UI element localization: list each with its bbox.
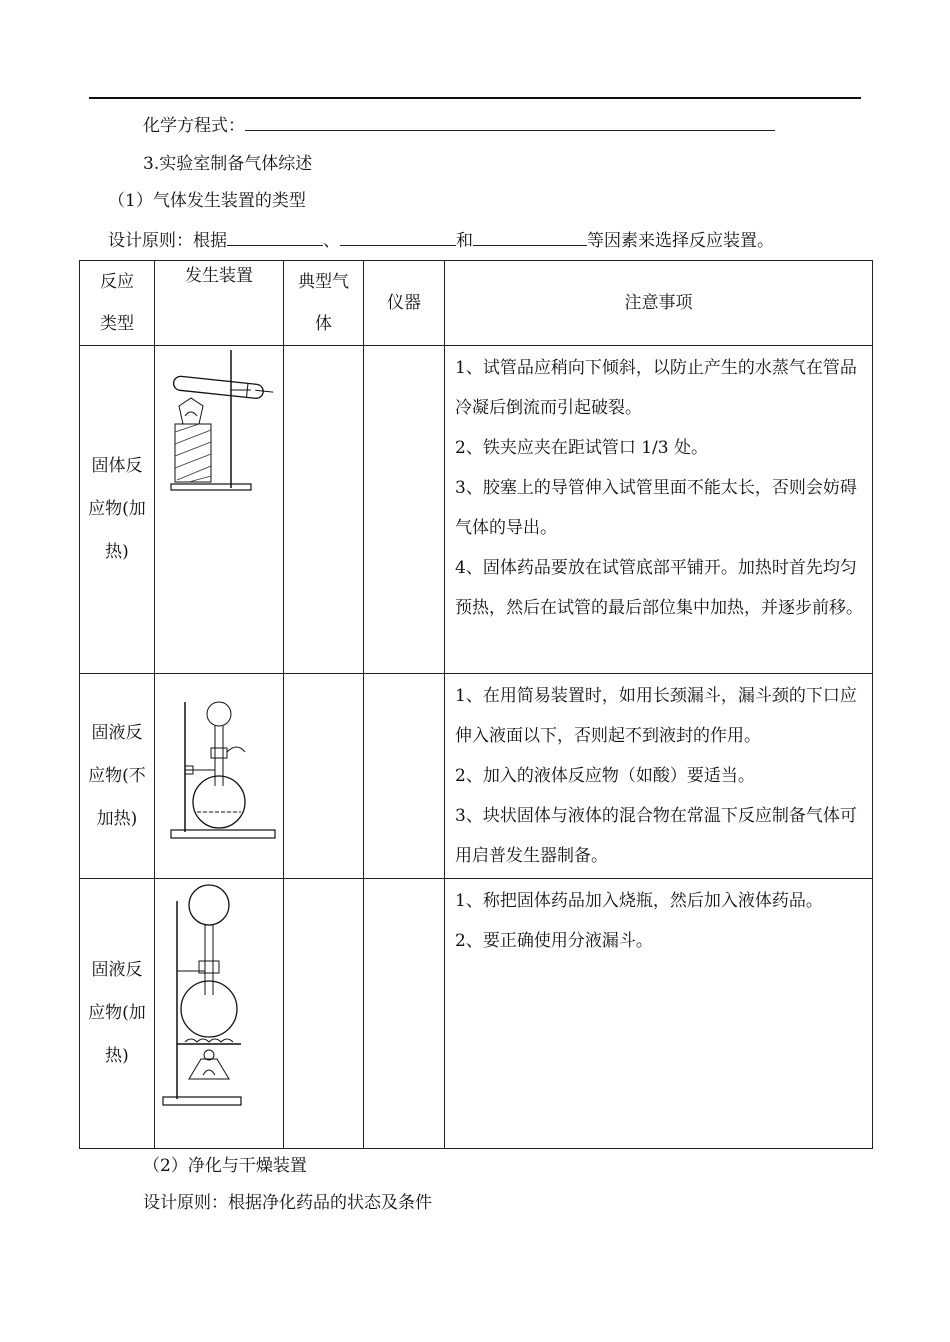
top-rule: [89, 97, 861, 99]
solid-liquid-heating-apparatus-figure: [155, 879, 284, 1119]
solid-heating-apparatus-figure: [155, 346, 284, 506]
notes-solid-liquid-heat: [445, 879, 873, 1149]
header-instruments: 仪器: [364, 261, 445, 346]
solid-liquid-apparatus-figure: [155, 674, 284, 854]
header-typical-gas: 典型气体: [284, 261, 364, 346]
subsection-1-title: （1）气体发生装置的类型: [108, 191, 306, 211]
principle-blank-2[interactable]: [340, 229, 456, 246]
reaction-type-solid-heat: 固体反应物(加热): [80, 346, 155, 674]
principle-blank-1[interactable]: [227, 229, 323, 246]
typical-gas-solid-heat[interactable]: [284, 346, 364, 674]
note-item: 2、加入的液体反应物（如酸）要适当。: [455, 766, 755, 786]
note-item: 1、在用简易装置时，如用长颈漏斗，漏斗颈的下口应伸入液面以下，否则起不到液封的作用。: [455, 686, 857, 746]
apparatus-solid-heat: [155, 346, 284, 674]
section-3-title: 3.实验室制备气体综述: [143, 154, 313, 174]
principle-prefix: 设计原则：根据: [108, 231, 227, 251]
equation-label: 化学方程式：: [143, 116, 245, 136]
design-principle-2: 设计原则：根据净化药品的状态及条件: [143, 1193, 432, 1213]
note-item: 1、试管品应稍向下倾斜，以防止产生的水蒸气在管品冷凝后倒流而引起破裂。: [455, 358, 857, 418]
reaction-type-solid-liquid-heat: 固液反应物(加热): [80, 879, 155, 1149]
note-item: 3、块状固体与液体的混合物在常温下反应制备气体可用启普发生器制备。: [455, 806, 857, 866]
header-notes: 注意事项: [445, 261, 873, 346]
principle-sep-1: 、: [323, 231, 340, 251]
instruments-solid-liquid-noheat[interactable]: [364, 674, 445, 879]
equation-blank[interactable]: [245, 114, 775, 131]
table-row: [80, 346, 873, 674]
note-item: 2、铁夹应夹在距试管口 1/3 处。: [455, 438, 708, 458]
principle-suffix: 等因素来选择反应装置。: [587, 231, 774, 251]
design-principle-1: [108, 226, 774, 251]
note-item: 2、要正确使用分液漏斗。: [455, 931, 653, 951]
note-item: 1、称把固体药品加入烧瓶，然后加入液体药品。: [455, 891, 823, 911]
equation-line: [143, 111, 775, 136]
table-header-row: [80, 261, 873, 346]
header-apparatus: 发生装置: [155, 261, 284, 346]
subsection-2-title: （2）净化与干燥装置: [143, 1156, 307, 1176]
notes-solid-heat: [445, 346, 873, 674]
table-row: [80, 879, 873, 1149]
instruments-solid-liquid-heat[interactable]: [364, 879, 445, 1149]
apparatus-solid-liquid-noheat: [155, 674, 284, 879]
instruments-solid-heat[interactable]: [364, 346, 445, 674]
typical-gas-solid-liquid-noheat[interactable]: [284, 674, 364, 879]
typical-gas-solid-liquid-heat[interactable]: [284, 879, 364, 1149]
apparatus-solid-liquid-heat: [155, 879, 284, 1149]
note-item: 4、固体药品要放在试管底部平铺开。加热时首先均匀预热，然后在试管的最后部位集中加热，并逐步前移。: [455, 558, 863, 618]
principle-blank-3[interactable]: [473, 229, 587, 246]
note-item: 3、胶塞上的导管伸入试管里面不能太长，否则会妨碍气体的导出。: [455, 478, 857, 538]
header-reaction-type: 反应类型: [80, 261, 155, 346]
table-row: [80, 674, 873, 879]
principle-sep-2: 和: [456, 231, 473, 251]
gas-generation-table: [79, 260, 873, 1149]
notes-solid-liquid-noheat: [445, 674, 873, 879]
reaction-type-solid-liquid-noheat: 固液反应物(不加热): [80, 674, 155, 879]
